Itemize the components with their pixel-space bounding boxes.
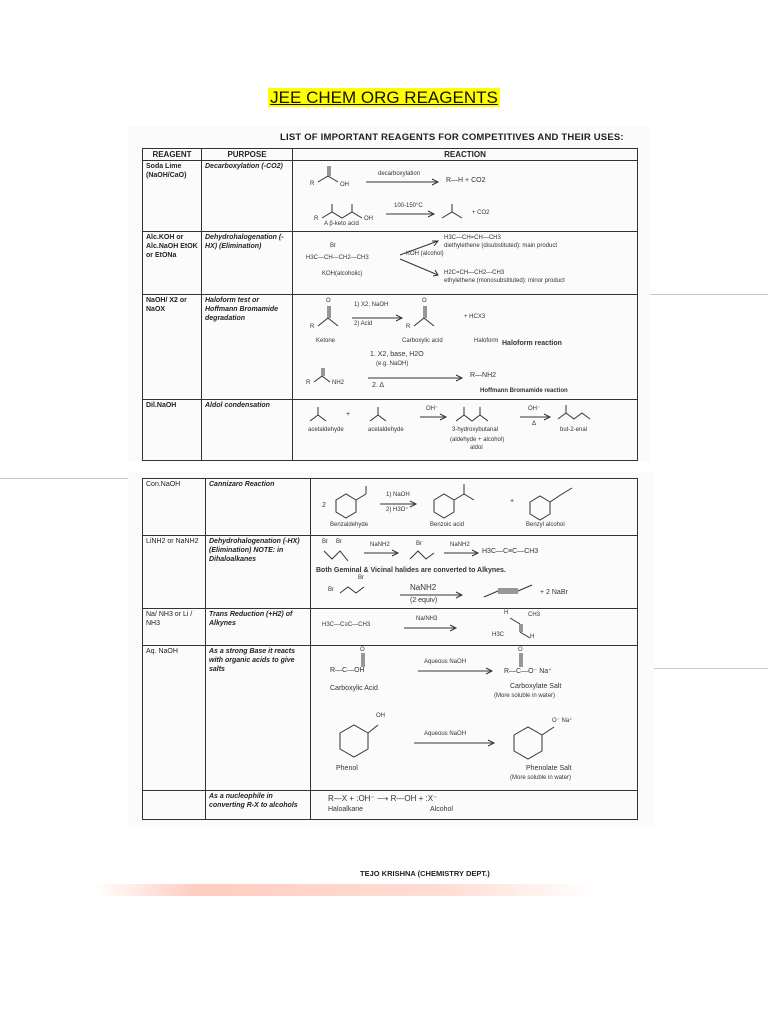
- product-label: + HCX3: [464, 314, 486, 320]
- condition-label: (e.g. NaOH): [376, 361, 409, 367]
- atom-label: R: [310, 181, 315, 187]
- reagent-cell: NaOH/ X2 or NaOX: [143, 295, 202, 400]
- atom-label: Br: [358, 575, 364, 581]
- compound-name: Phenol: [336, 765, 358, 772]
- decarboxylation-diagram: [296, 162, 636, 230]
- product-formula: R—C—O⁻ Na⁺: [504, 668, 552, 675]
- purpose-cell: Decarboxylation (-CO2): [202, 161, 293, 232]
- product-formula: R—NH2: [470, 372, 497, 379]
- faint-rule: [650, 294, 768, 295]
- product-note: ethylethene (monosubstituted): minor product: [444, 278, 565, 284]
- atom-label: Br: [322, 539, 328, 545]
- compound-name: acetaldehyde: [308, 427, 344, 433]
- plus-sign: +: [346, 411, 351, 418]
- atom-label: OH: [340, 182, 349, 188]
- purpose-cell: Cannizaro Reaction: [206, 479, 311, 536]
- condition-label: Aqueous NaOH: [424, 731, 467, 737]
- reagent-table-2: [142, 478, 638, 820]
- reaction-cell: [311, 536, 638, 609]
- reaction-name: Hoffmann Bromamide reaction: [480, 388, 568, 394]
- atom-label: R: [310, 324, 315, 330]
- atom-label: H: [530, 634, 535, 640]
- product-formula: H3C—C≡C—CH3: [482, 548, 539, 555]
- condition-label: 2) Acid: [354, 321, 373, 327]
- compound-note: aldol: [470, 445, 483, 451]
- table-row: [143, 791, 638, 820]
- reagent-cell: Alc.KOH or Alc.NaOH EtOK or EtONa: [143, 232, 202, 295]
- product-label: + CO2: [472, 210, 490, 216]
- reaction-cell: [293, 161, 638, 232]
- note-text: Both Geminal & Vicinal halides are converted to Alkynes.: [316, 567, 506, 574]
- product-note: diethylethene (disubstituted): main product: [444, 243, 558, 249]
- reaction-cell: [293, 232, 638, 295]
- compound-name: 3-hydroxybutanal: [452, 427, 499, 433]
- reactant-formula: H3C—CH—CH2—CH3: [306, 255, 369, 261]
- table-header-row: [143, 149, 638, 161]
- table-row: [143, 161, 638, 232]
- document-title: [0, 88, 768, 108]
- reagent-cell: Na/ NH3 or Li / NH3: [143, 609, 206, 646]
- table-row: [143, 536, 638, 609]
- condition-label: Aqueous NaOH: [424, 659, 467, 665]
- product-label: + 2 NaBr: [540, 589, 568, 596]
- compound-note: (aldehyde + alcohol): [450, 437, 505, 443]
- condition-label: 1) X2, NaOH: [354, 302, 389, 308]
- haloform-diagram: [296, 296, 636, 398]
- table-row: [143, 295, 638, 400]
- purpose-cell: Dehydrohalogenation (-HX) (Elimination): [202, 232, 293, 295]
- scanned-table-1: [128, 126, 650, 462]
- condition-label: OH⁻: [426, 406, 439, 412]
- product-label: R—H + CO2: [446, 177, 486, 184]
- purpose-cell: As a nucleophile in converting R-X to alcohols: [206, 791, 311, 820]
- reaction-cell: [311, 791, 638, 820]
- footer-credit: TEJO KRISHNA (CHEMISTRY DEPT.): [360, 869, 490, 878]
- purpose-cell: Haloform test or Hoffmann Bromamide degradation: [202, 295, 293, 400]
- atom-label: CH3: [528, 612, 541, 618]
- purpose-cell: Dehydrohalogenation (-HX) (Elimination) NOTE: in Dihaloalkanes: [206, 536, 311, 609]
- reagent-cell: [143, 791, 206, 820]
- faint-rule: [654, 668, 768, 669]
- reaction-equation: R—X + :OH⁻ ⟶ R—OH + :X⁻: [328, 794, 438, 803]
- compound-name: Benzyl alcohol: [526, 522, 565, 528]
- condition-label: 1) NaOH: [386, 492, 410, 498]
- condition-label: decarboxylation: [378, 171, 421, 177]
- purpose-cell: As a strong Base it reacts with organic acids to give salts: [206, 646, 311, 791]
- col-header-purpose: PURPOSE: [202, 149, 293, 161]
- condition-label: 2. Δ: [372, 382, 385, 389]
- table-row: [143, 646, 638, 791]
- purpose-cell: Trans Reduction (+H2) of Alkynes: [206, 609, 311, 646]
- atom-label: O: [518, 647, 523, 653]
- reagent-cell: Aq. NaOH: [143, 646, 206, 791]
- plus-sign: +: [510, 498, 515, 505]
- compound-name: Alcohol: [430, 806, 453, 813]
- table-heading: LIST OF IMPORTANT REAGENTS FOR COMPETITIVES AND THEIR USES:: [280, 132, 624, 143]
- reaction-cell: [311, 609, 638, 646]
- atom-label: O: [422, 298, 427, 304]
- compound-name: Carboxylic acid: [402, 338, 443, 344]
- table-row: [143, 479, 638, 536]
- reagent-table-1: [142, 148, 638, 461]
- reaction-cell: [311, 479, 638, 536]
- compound-name: Ketone: [316, 338, 336, 344]
- reactant-formula: R—C—OH: [330, 667, 365, 674]
- condition-label: NaNH2: [450, 542, 470, 548]
- condition-label: (2 equiv): [410, 597, 438, 604]
- compound-name: Haloform: [474, 338, 499, 344]
- compound-name: acetaldehyde: [368, 427, 404, 433]
- compound-name: Carboxylate Salt: [510, 683, 562, 690]
- condition-label: Δ: [532, 421, 537, 427]
- condition-label: KOH (alcohol): [406, 251, 444, 257]
- reagent-cell: LiNH2 or NaNH2: [143, 536, 206, 609]
- condition-label: OH⁻: [528, 406, 541, 412]
- purpose-cell: Aldol condensation: [202, 400, 293, 461]
- compound-name: Benzoic acid: [430, 522, 465, 528]
- compound-name: Haloalkane: [328, 806, 364, 813]
- compound-note: (More soluble in water): [510, 775, 572, 781]
- faint-rule: [0, 478, 128, 479]
- atom-label: OH: [364, 216, 373, 222]
- compound-name: Benzaldehyde: [330, 522, 369, 528]
- condition-label: NaNH2: [410, 583, 437, 592]
- reagent-cell: Con.NaOH: [143, 479, 206, 536]
- table-row: [143, 232, 638, 295]
- condition-label: 2) H3O⁺: [386, 507, 409, 513]
- scan-smudge: [95, 884, 595, 896]
- table-row: [143, 400, 638, 461]
- atom-label: NH2: [332, 380, 345, 386]
- elimination-diagram: [296, 233, 636, 293]
- atom-label: O: [326, 298, 331, 304]
- atom-label: Br: [330, 243, 336, 249]
- condition-label: KOH(alcoholic): [322, 271, 363, 277]
- atom-label: O: [360, 647, 365, 653]
- atom-label: Br: [336, 539, 342, 545]
- compound-name: Carboxylic Acid: [330, 685, 378, 692]
- condition-label: 1. X2, base, H2O: [370, 351, 424, 358]
- col-header-reagent: REAGENT: [143, 149, 202, 161]
- scanned-table-2: [128, 472, 654, 827]
- atom-label: Br: [328, 587, 334, 593]
- condition-label: Na/NH3: [416, 616, 438, 622]
- reaction-cell: [311, 646, 638, 791]
- reagent-cell: Soda Lime (NaOH/CaO): [143, 161, 202, 232]
- reaction-cell: [293, 295, 638, 400]
- title-text: JEE CHEM ORG REAGENTS: [270, 88, 498, 107]
- atom-label: H: [504, 610, 509, 616]
- condition-label: 100-150°C: [394, 203, 423, 209]
- coefficient-label: 2: [322, 502, 326, 509]
- reactant-formula: H3C—C≡C—CH3: [322, 622, 371, 628]
- compound-name: A β-keto acid: [324, 221, 359, 227]
- compound-name: but-2-enal: [560, 427, 588, 433]
- table-row: [143, 609, 638, 646]
- reaction-name: Haloform reaction: [502, 340, 562, 347]
- compound-name: Phenolate Salt: [526, 765, 572, 772]
- col-header-reaction: REACTION: [293, 149, 638, 161]
- product-formula: H2C=CH—CH2—CH3: [444, 270, 505, 276]
- atom-label: R: [306, 380, 311, 386]
- atom-label: R: [406, 324, 411, 330]
- condition-label: NaNH2: [370, 542, 390, 548]
- reaction-cell: [293, 400, 638, 461]
- atom-label: R: [314, 216, 319, 222]
- atom-label: H3C: [492, 632, 505, 638]
- product-formula: H3C—CH=CH—CH3: [444, 235, 501, 241]
- atom-label: OH: [376, 713, 385, 719]
- compound-note: (More soluble in water): [494, 693, 556, 699]
- atom-label: Br: [416, 541, 422, 547]
- reagent-cell: Dil.NaOH: [143, 400, 202, 461]
- atom-label: O⁻ Na⁺: [552, 718, 573, 724]
